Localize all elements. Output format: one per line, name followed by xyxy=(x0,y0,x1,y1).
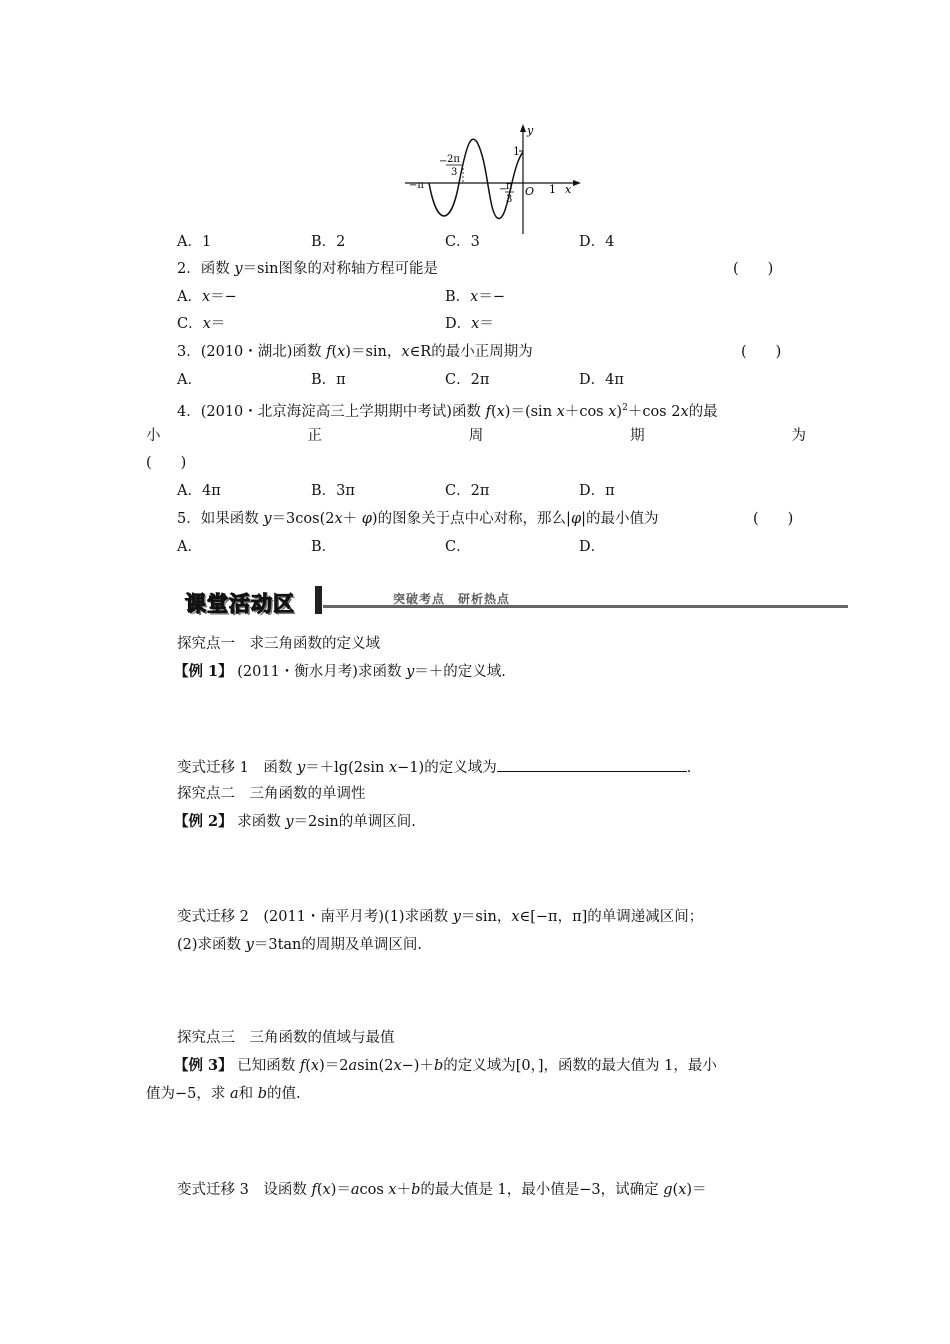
neg-pi-label: −π xyxy=(409,180,424,191)
q4-option-b: B．3π xyxy=(311,483,355,499)
one-x-label: 1 xyxy=(549,183,556,196)
q2-option-b: B．x＝− xyxy=(445,289,505,305)
section-banner xyxy=(183,584,848,620)
sine-graph xyxy=(405,122,595,237)
q1-option-c: C．3 xyxy=(445,234,480,250)
banner-title: 课堂活动区 xyxy=(185,592,295,616)
q3-option-d: D．4π xyxy=(579,372,624,388)
neg-2pi-3-sign: − xyxy=(439,156,448,167)
q2-option-d: D．x＝ xyxy=(445,316,494,332)
banner-divider-bar xyxy=(315,586,322,614)
q3-option-b: B．π xyxy=(311,372,346,388)
x-axis-arrow xyxy=(573,180,581,186)
q5-stem: 5．如果函数 y＝3cos(2x＋ φ)的图象关于点中心对称，那么|φ|的最小值为 xyxy=(177,511,659,527)
sec3-example: 【例 3】 已知函数 f(x)＝2asin(2x−)＋b的定义域为[0，]，函数的最大值为 1，最小 xyxy=(174,1057,717,1074)
q2-stem: 2．函数 y＝sin图象的对称轴方程可能是 xyxy=(177,261,438,277)
neg-pi-3-den: 3 xyxy=(506,194,513,205)
q4-answer-paren: ( ) xyxy=(146,455,187,471)
q3-answer-paren: ( ) xyxy=(741,344,782,360)
q1-option-b: B．2 xyxy=(311,234,346,250)
q1-option-a: A．1 xyxy=(177,234,212,250)
q3-option-c: C．2π xyxy=(445,372,490,388)
sec3-variant: 变式迁移 3 设函数 f(x)＝acos x＋b的最大值是 1，最小值是−3，试确定 g(x)＝ xyxy=(177,1182,707,1198)
q2-option-c: C．x＝ xyxy=(177,316,226,332)
neg-pi-3-num: π xyxy=(506,181,513,192)
q5-option-d: D． xyxy=(579,539,606,555)
y-axis-arrow xyxy=(520,124,526,132)
q5-option-a: A． xyxy=(177,539,202,555)
sec1-variant: 变式迁移 1 函数 y＝＋lg(2sin x−1)的定义域为 . xyxy=(177,757,691,778)
q4-option-c: C．2π xyxy=(445,483,490,499)
sec2-variant: 变式迁移 2 (2011・南平月考)(1)求函数 y＝sin，x∈[−π，π]的单调递减区间； xyxy=(177,909,704,925)
sec2-example: 【例 2】 求函数 y＝2sin的单调区间. xyxy=(174,813,416,830)
q4-option-a: A．4π xyxy=(177,483,221,499)
one-y-label: 1 xyxy=(513,145,520,158)
neg-2pi-3-den: 3 xyxy=(451,167,458,178)
neg-2pi-3-num: 2π xyxy=(447,154,460,165)
sec3-example-line2: 值为−5，求 a和 b的值. xyxy=(146,1086,301,1102)
sec1-heading: 探究点一 求三角函数的定义域 xyxy=(177,636,380,652)
sec1-example: 【例 1】 (2011・衡水月考)求函数 y＝＋的定义域. xyxy=(174,663,506,680)
q4-stem: 4．(2010・北京海淀高三上学期期中考试)函数 f(x)＝(sin x＋cos x)$^2$＋cos 2x的最 xyxy=(177,403,718,420)
q3-option-a: A． xyxy=(177,372,202,388)
q5-option-c: C． xyxy=(445,539,471,555)
y-axis-label: y xyxy=(527,124,534,137)
neg-pi-3-sign: − xyxy=(499,184,508,195)
answer-blank[interactable] xyxy=(497,757,687,772)
q1-option-d: D．4 xyxy=(579,234,615,250)
q4-option-d: D．π xyxy=(579,483,615,499)
q2-option-a: A．x＝− xyxy=(177,289,237,305)
origin-label: O xyxy=(525,185,535,198)
banner-subtitle: 突破考点 研析热点 xyxy=(393,592,511,606)
q2-answer-paren: ( ) xyxy=(733,261,774,277)
q5-answer-paren: ( ) xyxy=(753,511,794,527)
q4-stem-continued: 小 正 周 期 为 xyxy=(146,428,806,444)
q5-option-b: B． xyxy=(311,539,337,555)
sec2-heading: 探究点二 三角函数的单调性 xyxy=(177,786,366,802)
sec3-heading: 探究点三 三角函数的值域与最值 xyxy=(177,1030,395,1046)
sec2-variant-part2: (2)求函数 y＝3tan的周期及单调区间. xyxy=(177,937,423,953)
sine-curve xyxy=(429,139,523,218)
x-axis-label: x xyxy=(565,183,572,196)
q3-stem: 3．(2010・湖北)函数 f(x)＝sin，x∈R的最小正周期为 xyxy=(177,344,533,360)
